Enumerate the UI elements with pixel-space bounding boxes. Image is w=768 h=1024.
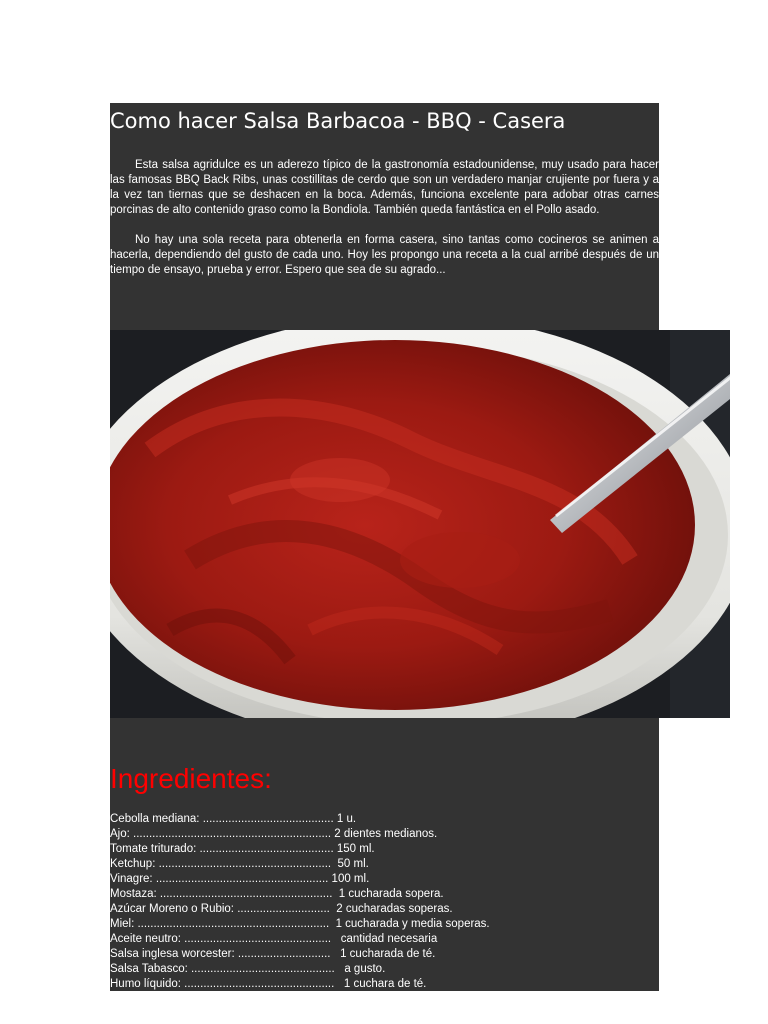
intro-paragraph: Esta salsa agridulce es un aderezo típico de la gastronomía estadounidense, muy usado para hacer las famosas BBQ Back Ribs, unas costillitas de cerdo que son un verdadero manjar crujiente por fuera y a la vez tan tiernas que se deshacen en la boca. Además, funciona excelente para adobar otras carnes porcinas de alto contenido graso como la Bondiola. También queda fantástica en el Pollo asado. — [110, 159, 659, 216]
ingredient-item: Salsa Tabasco: ............................................. a gusto. — [110, 963, 386, 975]
ingredient-item: Vinagre: ...................................................... 100 ml. — [110, 873, 370, 885]
ingredient-item: Cebolla mediana: ......................................... 1 u. — [110, 813, 357, 825]
sauce-bowl-illustration — [110, 330, 730, 718]
article-title: Como hacer Salsa Barbacoa - BBQ - Casera — [110, 109, 566, 133]
ingredient-item: Ajo: .............................................................. 2 dientes medianos. — [110, 828, 438, 840]
ingredient-item: Humo líquido: ............................................... 1 cuchara de té. — [110, 978, 427, 990]
ingredient-item: Azúcar Moreno o Rubio: ............................. 2 cucharadas soperas. — [110, 903, 453, 915]
ingredients-list — [110, 812, 659, 992]
ingredient-item: Ketchup: ...................................................... 50 ml. — [110, 858, 369, 870]
ingredient-item: Salsa inglesa worcester: ............................. 1 cucharada de té. — [110, 948, 436, 960]
ingredient-item: Tomate triturado: .......................................... 150 ml. — [110, 843, 375, 855]
ingredient-item: Miel: ............................................................ 1 cucharada y media soperas. — [110, 918, 490, 930]
bbq-sauce-photo — [110, 330, 730, 718]
ingredient-item: Mostaza: ...................................................... 1 cucharada sopera. — [110, 888, 444, 900]
intro-text — [110, 158, 659, 293]
ingredients-heading: Ingredientes: — [110, 763, 272, 794]
intro-paragraph: No hay una sola receta para obtenerla en forma casera, sino tantas como cocineros se animen a hacerla, dependiendo del gusto de cada uno. Hoy les propongo una receta a la cual arribé después de un tiempo de ensayo, prueba y error. Espero que sea de su agrado... — [110, 234, 659, 276]
ingredient-item: Aceite neutro: .............................................. cantidad necesaria — [110, 933, 438, 945]
